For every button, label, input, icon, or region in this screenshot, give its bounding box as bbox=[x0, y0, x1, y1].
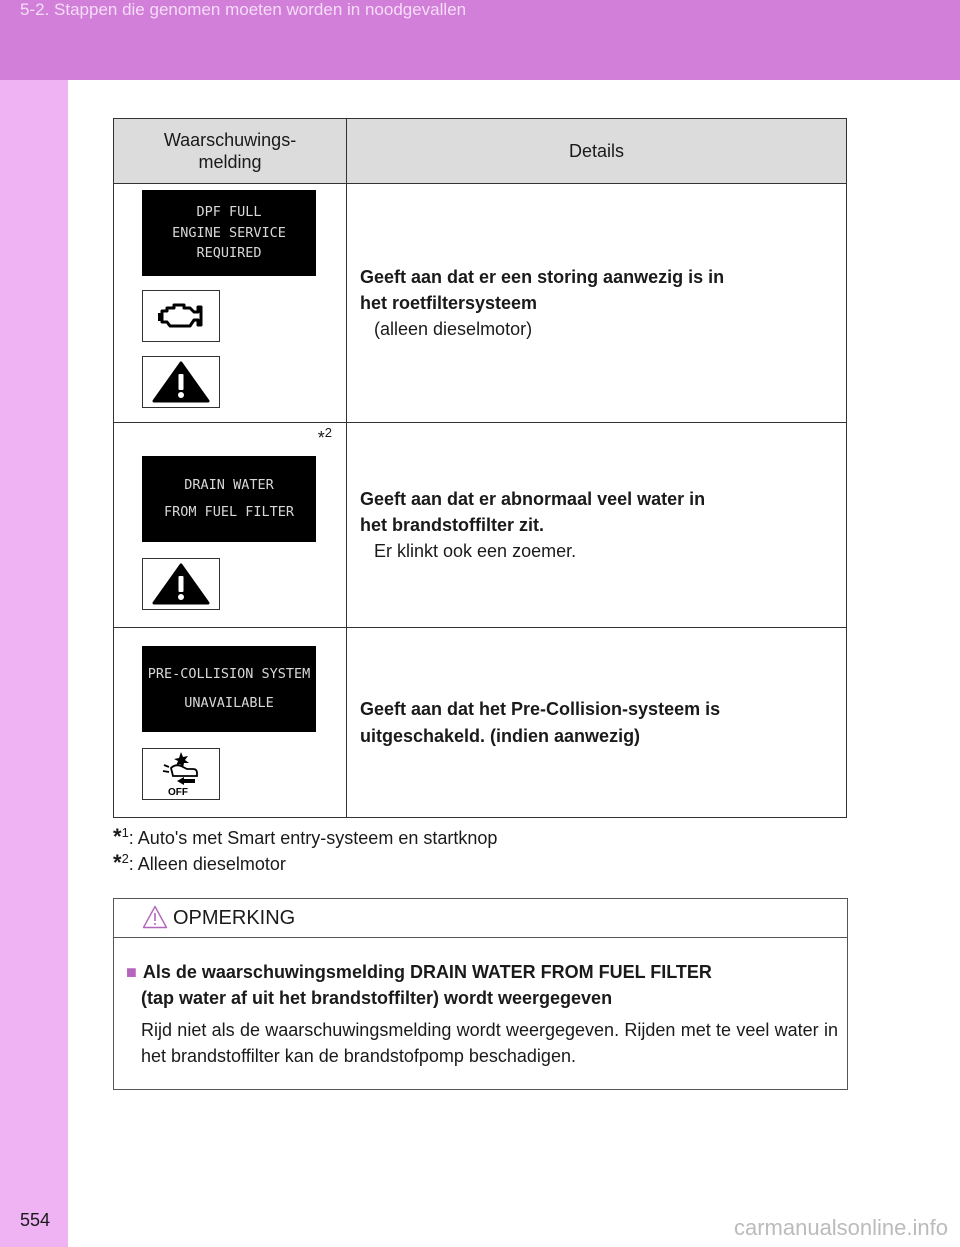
display-line: DRAIN WATER bbox=[184, 477, 274, 493]
table-row bbox=[114, 628, 847, 818]
display-line: UNAVAILABLE bbox=[184, 694, 274, 711]
footnote-2 bbox=[113, 850, 286, 876]
note-body: Rijd niet als de waarschuwingsmelding wordt weergegeven. Rijden met te veel water in het brandstoffilter kan de brandstofpomp beschadigen. bbox=[141, 1020, 838, 1067]
caution-triangle-icon bbox=[142, 905, 168, 934]
details-text: Geeft aan dat er abnormaal veel water in bbox=[360, 488, 706, 509]
details-subtext: (alleen dieselmotor) bbox=[374, 319, 533, 340]
footnote-text: : Alleen dieselmotor bbox=[128, 854, 286, 874]
details-cell bbox=[347, 184, 847, 423]
note-subtitle bbox=[126, 959, 826, 1011]
details-text: Geeft aan dat er een storing aanwezig is in bbox=[360, 266, 725, 287]
display-drain-water bbox=[142, 456, 316, 542]
note-box bbox=[113, 898, 848, 1090]
display-line: DPF FULL bbox=[196, 203, 262, 220]
display-dpf-full bbox=[142, 190, 316, 276]
note-subtitle-line1: Als de waarschuwingsmelding DRAIN WATER FROM FUEL FILTER bbox=[142, 962, 712, 982]
footnote-num: 2 bbox=[121, 851, 129, 866]
table-header-row bbox=[114, 119, 847, 184]
bullet-square-icon: ■ bbox=[126, 962, 137, 982]
table-row bbox=[114, 184, 847, 423]
footnote-marker bbox=[318, 425, 332, 449]
marker-num: 2 bbox=[324, 425, 332, 440]
footnote-num: 1 bbox=[121, 825, 129, 840]
details-text: het roetfiltersysteem bbox=[360, 292, 538, 313]
details-text: uitgeschakeld. (indien aanwezig) bbox=[360, 725, 641, 746]
display-line: REQUIRED bbox=[196, 245, 262, 262]
marker-star: * bbox=[317, 428, 325, 448]
message-cell bbox=[114, 184, 347, 423]
details-cell bbox=[347, 628, 847, 818]
footnote-1 bbox=[113, 824, 497, 850]
footnote-star: * bbox=[113, 824, 122, 849]
message-cell bbox=[114, 628, 347, 818]
warning-table bbox=[113, 118, 847, 818]
left-margin-strip bbox=[0, 80, 68, 1247]
header-col1-line1: Waarschuwings- bbox=[163, 129, 297, 150]
section-title: 5-2. Stappen die genomen moeten worden in noodgevallen bbox=[20, 0, 467, 19]
header-details: Details bbox=[347, 119, 847, 184]
warning-triangle-icon bbox=[142, 356, 220, 408]
display-pre-collision bbox=[142, 646, 316, 732]
display-line: FROM FUEL FILTER bbox=[163, 504, 295, 520]
note-subtitle-line2: (tap water af uit het brandstoffilter) wordt weergegeven bbox=[141, 988, 613, 1009]
details-subtext: Er klinkt ook een zoemer. bbox=[374, 541, 577, 562]
watermark: carmanualsonline.info bbox=[733, 1215, 948, 1240]
icon-off-label: OFF bbox=[168, 786, 188, 797]
page-number: 554 bbox=[20, 1210, 51, 1230]
display-line: ENGINE SERVICE bbox=[172, 224, 286, 241]
note-title: OPMERKING bbox=[173, 907, 296, 929]
note-header bbox=[114, 899, 847, 938]
pre-collision-off-icon bbox=[142, 748, 220, 800]
header-col1-line2: melding bbox=[198, 152, 262, 172]
engine-check-icon bbox=[142, 290, 220, 342]
footnote-text: : Auto's met Smart entry-systeem en startknop bbox=[128, 828, 498, 848]
table-row bbox=[114, 423, 847, 628]
details-text: het brandstoffilter zit. bbox=[360, 514, 544, 535]
display-line: PRE-COLLISION SYSTEM bbox=[147, 666, 311, 683]
header-warning-message bbox=[114, 119, 347, 184]
footnote-star: * bbox=[113, 850, 122, 875]
details-cell bbox=[347, 423, 847, 628]
message-cell bbox=[114, 423, 347, 628]
details-text: Geeft aan dat het Pre-Collision-systeem is bbox=[360, 699, 721, 720]
warning-triangle-icon bbox=[142, 558, 220, 610]
